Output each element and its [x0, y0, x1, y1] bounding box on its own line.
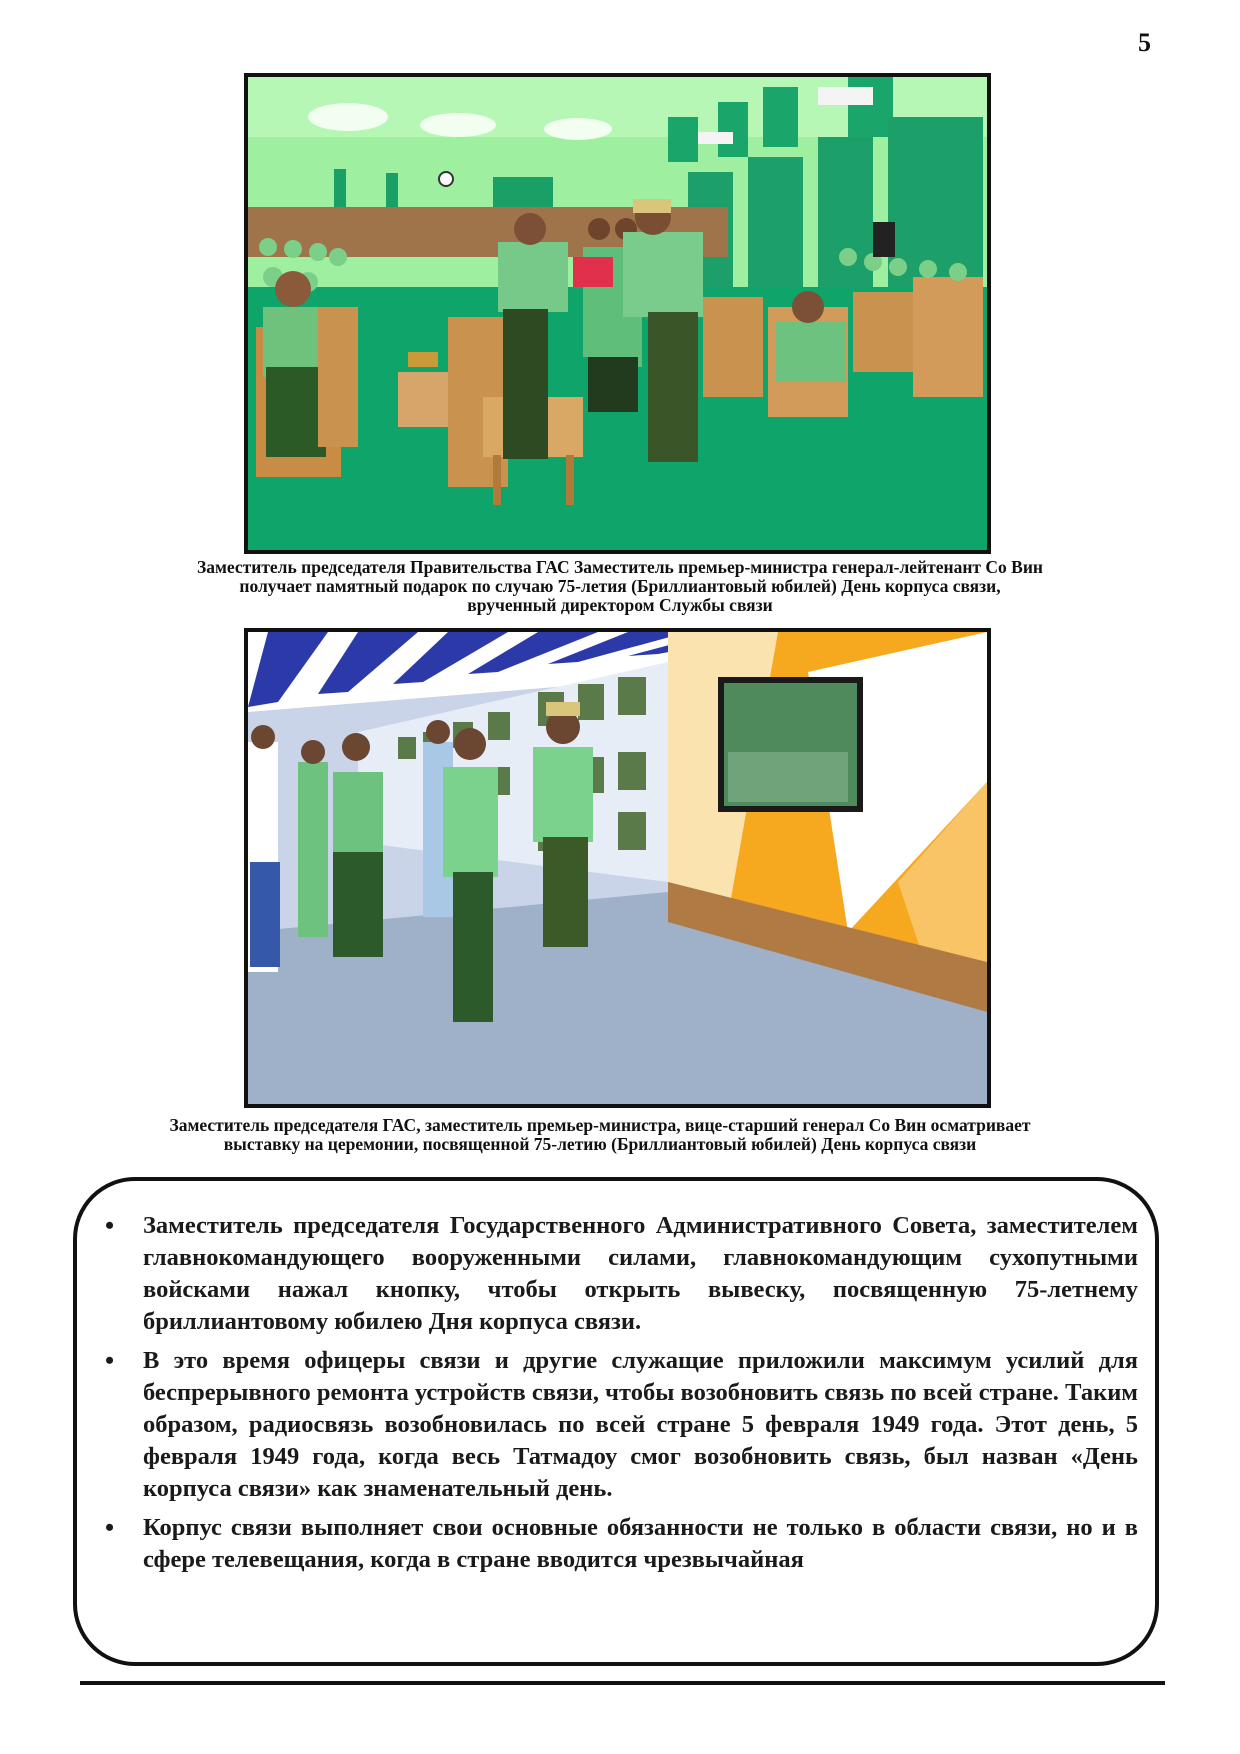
photo-exhibition-viewing-image: [248, 632, 987, 1104]
info-list: [77, 1210, 1155, 1583]
photo-gift-presentation-caption: [100, 558, 1140, 615]
bullet-icon: •: [105, 1513, 115, 1542]
info-list-item: [105, 1210, 1138, 1338]
bullet-icon: •: [105, 1346, 115, 1375]
info-box: [73, 1177, 1159, 1666]
photo-exhibition-viewing-caption: [70, 1116, 1130, 1154]
caption-line: врученный директором Службы связи: [467, 595, 773, 615]
caption-line: Заместитель председателя Правительства ГАС Заместитель премьер-министра генерал-лейтенант Со Вин: [196, 557, 1044, 577]
caption-line: получает памятный подарок по случаю 75-летия (Бриллиантовый юбилей) День корпуса связи,: [239, 576, 1001, 596]
photo-gift-presentation: [244, 73, 991, 554]
info-list-item: [105, 1512, 1138, 1576]
page-number: 5: [1138, 28, 1151, 57]
info-list-item-text: Корпус связи выполняет свои основные обязанности не только в области связи, но и в сфере телевещания, когда в стране вводится чрезвычайная: [143, 1514, 1138, 1573]
bottom-divider: [80, 1681, 1165, 1685]
caption-line: выставку на церемонии, посвященной 75-летию (Бриллиантовый юбилей) День корпуса связи: [223, 1134, 977, 1154]
bullet-icon: •: [105, 1211, 115, 1240]
photo-exhibition-viewing: [244, 628, 991, 1108]
caption-line: Заместитель председателя ГАС, заместитель премьер-министра, вице-старший генерал Со Вин осматривает: [169, 1115, 1031, 1135]
info-list-item: [105, 1345, 1138, 1505]
info-list-item-text: В это время офицеры связи и другие служащие приложили максимум усилий для беспрерывного ремонта устройств связи, чтобы возобновить связь по всей стране. Таким образом, радиосвязь возобновилась по всей стране 5 февраля 1949 года. Этот день, 5 февраля 1949 года, когда весь Татмадоу смог возобновить связь, был назван «День корпуса связи» как знаменательный день.: [143, 1347, 1138, 1502]
info-list-item-text: Заместитель председателя Государственного Административного Совета, заместителем главнокомандующего вооруженными силами, главнокомандующим сухопутными войсками нажал кнопку, чтобы открыть вывеску, посвященную 75-летнему бриллиантовому юбилею Дня корпуса связи.: [143, 1212, 1138, 1335]
photo-gift-presentation-image: [248, 77, 987, 550]
